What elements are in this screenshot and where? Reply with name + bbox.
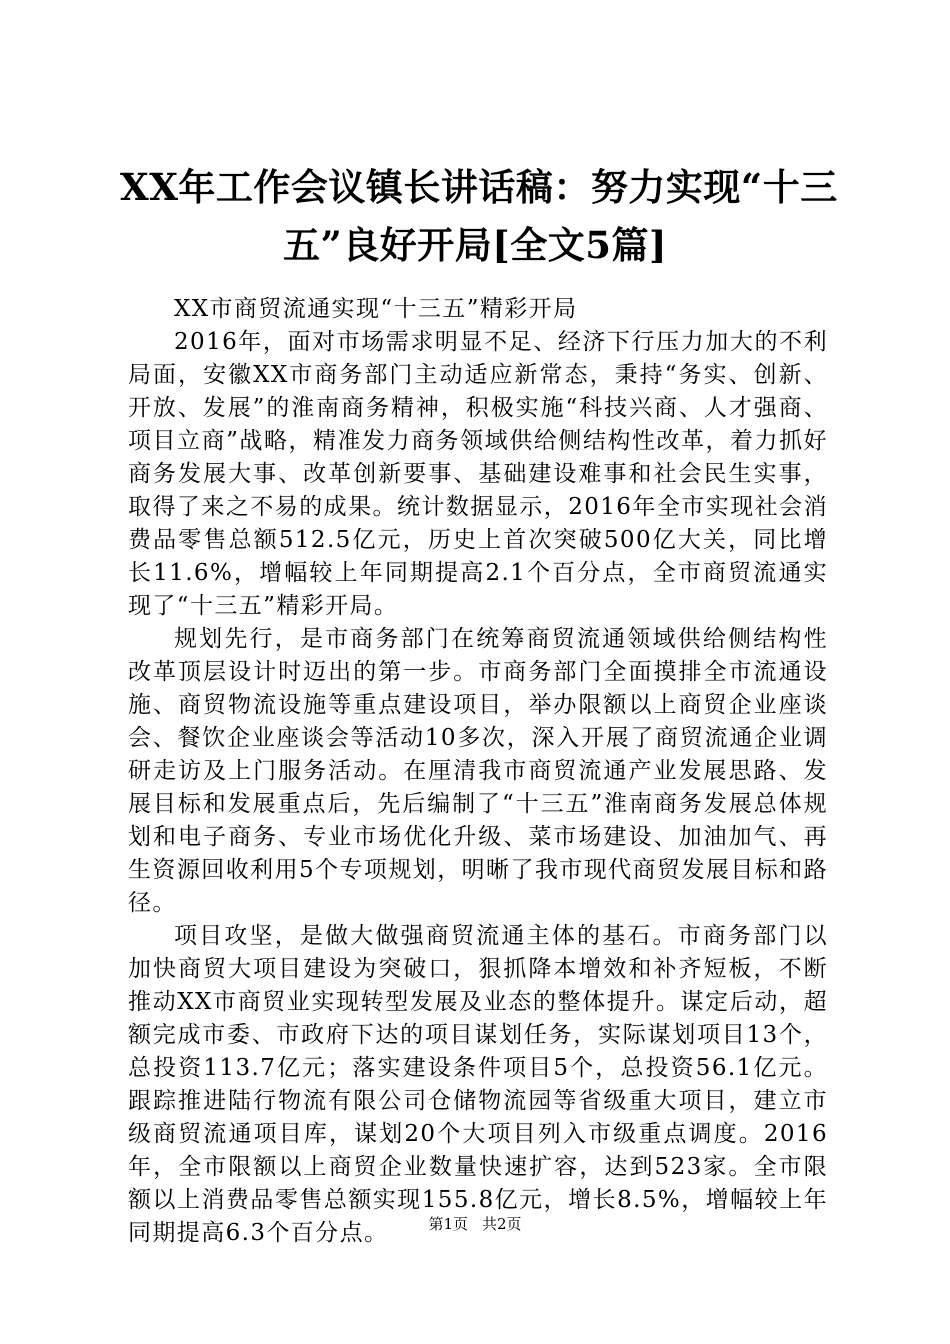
section-subheading: XX市商贸流通实现“十三五”精彩开局 (174, 296, 578, 322)
document-title (120, 158, 838, 274)
body-paragraph-1: 2016年，面对市场需求明显不足、经济下行压力加大的不利局面，安徽XX市商务部门主动适应新常态，秉持“务实、创新、开放、发展”的淮南商务精神，积极实施“科技兴商、人才强商、项目立商”战略，精准发力商务领域供给侧结构性改革，着力抓好商务发展大事、改革创新要事、基础建设难事和社会民生实事，取得了来之不易的成果。统计数据显示，2016年全市实现社会消费品零售总额512.5亿元，历史上首次突破500亿大关，同比增长11.6%，增幅较上年同期提高2.1个百分点，全市商贸流通实现了“十三五”精彩开局。 (128, 329, 828, 619)
title-line-2: 五”良好开局[全文5篇] (282, 223, 668, 267)
title-line-1: XX年工作会议镇长讲话稿：努力实现“十三 (120, 165, 838, 209)
document-body (128, 293, 828, 1250)
page-number: 第1页 (428, 1215, 468, 1233)
body-paragraph-3: 项目攻坚，是做大做强商贸流通主体的基石。市商务部门以加快商贸大项目建设为突破口，狠抓降本增效和补齐短板，不断推动XX市商贸业实现转型发展及业态的整体提升。谋定后动，超额完成市委、市政府下达的项目谋划任务，实际谋划项目13个，总投资113.7亿元；落实建设条件项目5个，总投资56.1亿元。跟踪推进陆行物流有限公司仓储物流园等省级重大项目，建立市级商贸流通项目库，谋划20个大项目列入市级重点调度。2016年，全市限额以上商贸企业数量快速扩容，达到523家。全市限额以上消费品零售总额实现155.8亿元，增长8.5%，增幅较上年同期提高6.3个百分点。 (128, 923, 828, 1246)
page-footer (0, 1214, 950, 1234)
body-paragraph-2: 规划先行，是市商务部门在统筹商贸流通领域供给侧结构性改革顶层设计时迈出的第一步。市商务部门全面摸排全市流通设施、商贸物流设施等重点建设项目，举办限额以上商贸企业座谈会、餐饮企业座谈会等活动10多次，深入开展了商贸流通企业调研走访及上门服务活动。在厘清我市商贸流通产业发展思路、发展目标和发展重点后，先后编制了“十三五”淮南商务发展总体规划和电子商务、专业市场优化升级、菜市场建设、加油加气、再生资源回收利用5个专项规划，明晰了我市现代商贸发展目标和路径。 (128, 626, 828, 916)
page-total: 共2页 (482, 1215, 522, 1233)
